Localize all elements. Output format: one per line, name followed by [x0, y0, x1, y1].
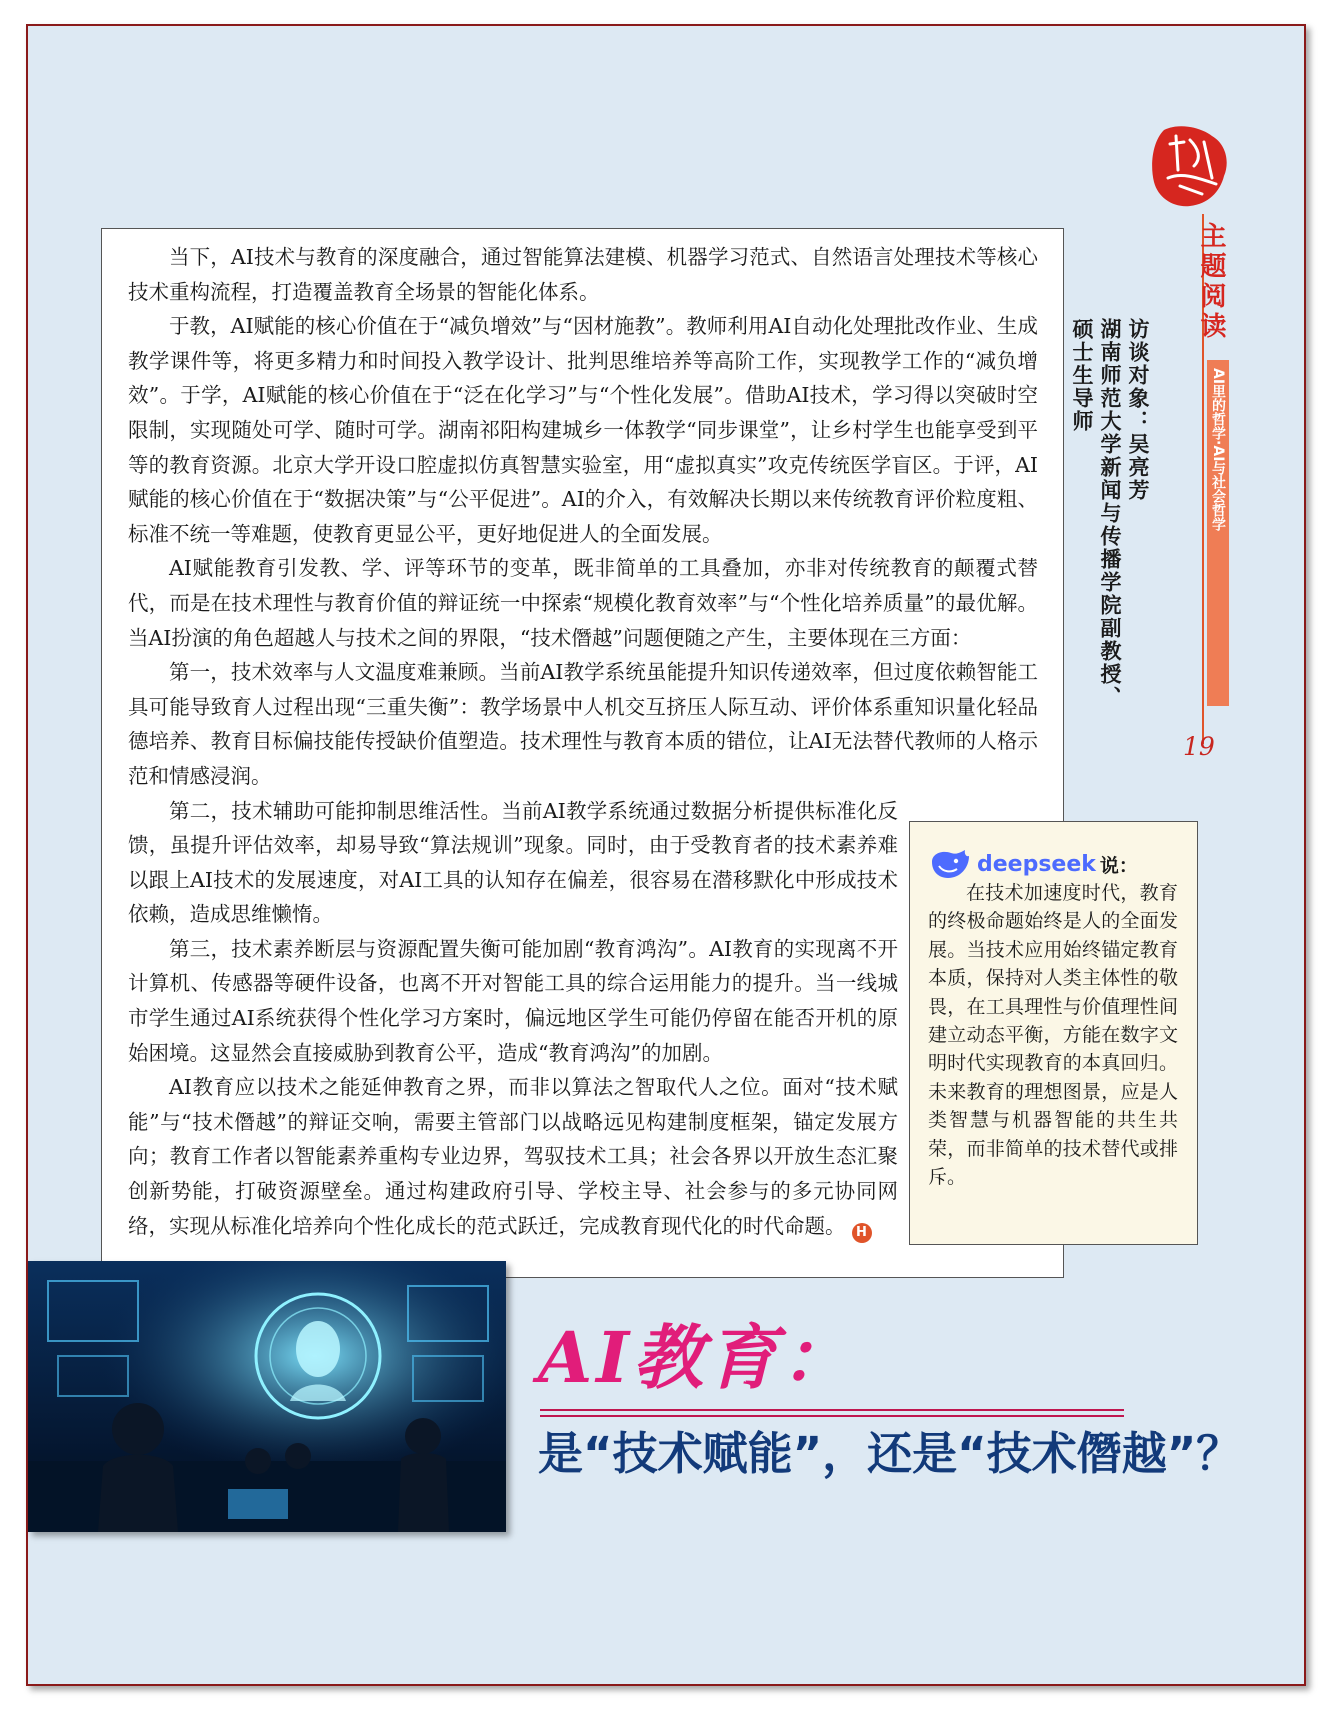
deepseek-header: [929, 846, 1138, 882]
whale-icon: [929, 848, 971, 880]
article-paragraph: 第三，技术素养断层与资源配置失衡可能加剧“教育鸿沟”。AI教育的实现离不开计算机、传感器等硬件设备，也离不开对智能工具的综合运用能力的提升。当一线城市学生通过AI系统获得个性化学习方案时，偏远地区学生可能仍停留在能否开机的原始困境。这显然会直接威胁到教育公平，造成“教育鸿沟”的加剧。: [128, 936, 898, 1065]
article-paragraph-text: AI教育应以技术之能延伸教育之界，而非以算法之智取代人之位。面对“技术赋能”与“技术僭越”的辩证交响，需要主管部门以战略远见构建制度框架，锚定发展方向；教育工作者以智能素养重构专业边界，驾驭技术工具；社会各界以开放生态汇聚创新势能，打破资源壁垒。通过构建政府引导、学校主导、社会参与的多元协同网络，实现从标准化培养向个性化成长的范式跃迁，完成教育现代化的时代命题。: [128, 1075, 898, 1238]
article-paragraph: 于教，AI赋能的核心价值在于“减负增效”与“因材施教”。教师利用AI自动化处理批改作业、生成教学课件等，将更多精力和时间投入教学设计、批判思维培养等高阶工作，实现教学工作的“减负增效”。于学，AI赋能的核心价值在于“泛在化学习”与“个性化发展”。借助AI技术，学习得以突破时空限制，实现随处可学、随时可学。湖南祁阳构建城乡一体教学“同步课堂”，让乡村学生也能享受到平等的教育资源。北京大学开设口腔虚拟仿真智慧实验室，用“虚拟真实”攻克传统医学盲区。于评，AI赋能的核心价值在于“数据决策”与“公平促进”。AI的介入，有效解决长期以来传统教育评价粒度粗、标准不统一等难题，使教育更显公平，更好地促进人的全面发展。: [128, 314, 1038, 546]
article-paragraph: AI赋能教育引发教、学、评等环节的变革，既非简单的工具叠加，亦非对传统教育的颠覆式替代，而是在技术理性与教育价值的辩证统一中探索“规模化教育效率”与“个性化培养质量”的最优解。当AI扮演的角色超越人与技术之间的界限，“技术僭越”问题便随之产生，主要体现在三方面：: [128, 556, 1038, 650]
page-number: 19: [1183, 732, 1215, 761]
article-body: [128, 240, 1038, 1243]
headline-title: AI教育：: [538, 1316, 856, 1399]
section-title: 主题阅读: [1196, 222, 1226, 342]
deepseek-brand: deepseek: [977, 851, 1096, 877]
article-paragraph: 当下，AI技术与教育的深度融合，通过智能算法建模、机器学习范式、自然语言处理技术等核心技术重构流程，打造覆盖教育全场景的智能化体系。: [128, 245, 1038, 304]
end-of-article-icon: H: [852, 1223, 872, 1243]
headline-subtitle: 是“技术赋能”，还是“技术僭越”？: [538, 1427, 1242, 1480]
interviewee-name: 访谈对象：吴亮芳: [1126, 318, 1150, 502]
deepseek-quote: 在技术加速度时代，教育的终极命题始终是人的全面发展。当技术应用始终锚定教育本质，保持对人类主体性的敬畏，在工具理性与价值理性间建立动态平衡，方能在数字文明时代实现教育的本真回归。未来教育的理想图景，应是人类智慧与机器智能的共生共荣，而非简单的技术替代或排斥。: [928, 882, 1178, 1189]
interviewee-title-2: 硕士生导师: [1070, 318, 1094, 433]
deepseek-says: 说：: [1099, 854, 1138, 877]
column-label: AI里的哲学·AI与社会哲学: [1210, 368, 1226, 532]
article-paragraph: 第一，技术效率与人文温度难兼顾。当前AI教学系统虽能提升知识传递效率，但过度依赖智能工具可能导致育人过程出现“三重失衡”：教学场景中人机交互挤压人际互动、评价体系重知识量化轻品德培养、教育目标偏技能传授缺价值塑造。技术理性与教育本质的错位，让AI无法替代教师的人格示范和情感浸润。: [128, 660, 1038, 788]
interviewee-title: 湖南师范大学新闻与传播学院副教授、: [1098, 318, 1122, 709]
ai-classroom-illustration: [28, 1261, 506, 1532]
headline-rule: [540, 1409, 1124, 1411]
headline-rule: [540, 1415, 1124, 1417]
calligraphy-logo-icon: [1150, 122, 1230, 208]
article-paragraph: 第二，技术辅助可能抑制思维活性。当前AI教学系统通过数据分析提供标准化反馈，虽提升评估效率，却易导致“算法规训”现象。同时，由于受教育者的技术素养难以跟上AI技术的发展速度，对AI工具的认知存在偏差，很容易在潜移默化中形成技术依赖，造成思维懒惰。: [128, 798, 898, 927]
article-paragraph-last: [128, 1070, 898, 1243]
